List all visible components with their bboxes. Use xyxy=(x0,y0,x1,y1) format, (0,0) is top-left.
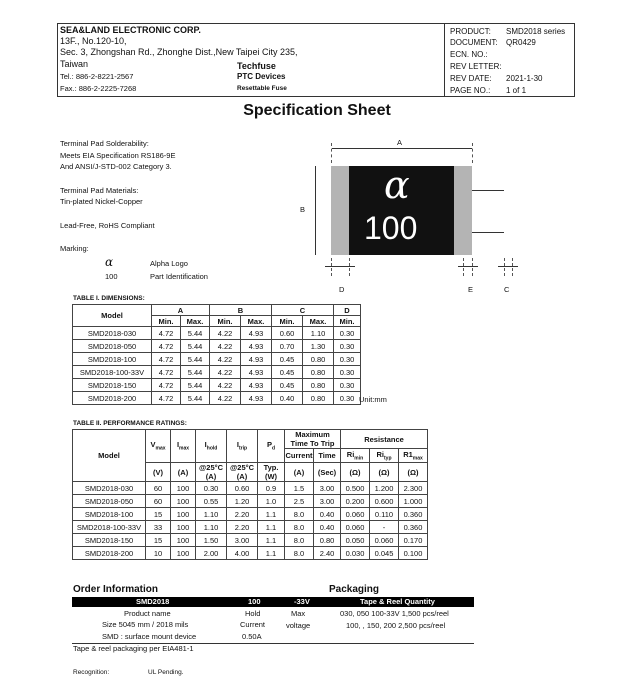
table-cell: 4.22 xyxy=(210,353,241,366)
product-line: PTC Devices xyxy=(237,72,286,81)
dim-ext-c-left xyxy=(504,258,505,276)
table2-unit: (Ω) xyxy=(341,463,370,482)
dim-label-e: E xyxy=(468,285,474,294)
order-title: Order Information xyxy=(73,584,159,595)
table-cell: 4.93 xyxy=(241,340,272,353)
table2-r1max-header: $R1_{max}$ xyxy=(399,449,428,463)
brand: Techfuse xyxy=(237,61,276,71)
table-cell: 0.80 xyxy=(303,353,334,366)
order-block xyxy=(72,595,322,641)
table-cell: 0.30 xyxy=(334,392,361,405)
order-r2-c1: Size 5045 mm / 2018 mils xyxy=(102,620,189,629)
table-row xyxy=(73,379,361,392)
order-r1-c1: Product name xyxy=(124,609,171,618)
table-cell: SMD2018-100-33V xyxy=(73,521,146,534)
table2-rimin-header: $Ri_{min}$ xyxy=(341,449,370,463)
table-cell: 15 xyxy=(146,508,171,521)
table-cell: 5.44 xyxy=(181,340,210,353)
table-cell: SMD2018-030 xyxy=(73,482,146,495)
solderability-line-1: Meets EIA Specification RS186-9E xyxy=(60,151,176,160)
table-cell: 33 xyxy=(146,521,171,534)
order-r2-c3: voltage xyxy=(286,621,311,630)
table-cell: 1.20 xyxy=(227,495,258,508)
table-cell: 0.360 xyxy=(399,521,428,534)
table-cell: SMD2018-030 xyxy=(73,327,152,340)
marking-alpha-symbol: α xyxy=(105,255,114,269)
table-cell: SMD2018-050 xyxy=(73,340,152,353)
table-cell: 1.5 xyxy=(285,482,314,495)
table-cell: 0.050 xyxy=(341,534,370,547)
table-cell: 4.93 xyxy=(241,366,272,379)
table-row xyxy=(73,547,428,560)
table1-sub: Max. xyxy=(241,316,272,327)
table-cell: 0.060 xyxy=(370,534,399,547)
table-row xyxy=(73,521,428,534)
dim-ext-a-right xyxy=(472,143,473,163)
table-cell: 0.40 xyxy=(272,392,303,405)
table2-model-header: Model xyxy=(73,430,146,482)
table2-imax-header: $I_{max}$ xyxy=(171,430,196,463)
revdate-row: REV DATE: 2021-1-30 xyxy=(450,74,543,83)
packaging-bottom-line xyxy=(322,643,474,644)
table-cell: 0.110 xyxy=(370,508,399,521)
table-cell: 4.00 xyxy=(227,547,258,560)
product-row: PRODUCT: SMD2018 series xyxy=(450,27,566,36)
table-cell: 5.44 xyxy=(181,327,210,340)
table-cell: 0.55 xyxy=(196,495,227,508)
dim-line-c xyxy=(498,266,518,267)
order-col3-head: -33V xyxy=(294,597,310,606)
table-cell: SMD2018-100 xyxy=(73,508,146,521)
table-cell: 0.045 xyxy=(370,547,399,560)
dim-ext-d-right xyxy=(349,258,350,276)
order-col1-head: SMD2018 xyxy=(136,597,170,606)
product-sub: Resettable Fuse xyxy=(237,85,287,92)
table-cell: 100 xyxy=(171,534,196,547)
table-cell: SMD2018-150 xyxy=(73,534,146,547)
table-cell: 0.30 xyxy=(196,482,227,495)
table-cell: 0.600 xyxy=(370,495,399,508)
table-cell: 0.60 xyxy=(272,327,303,340)
page-row: PAGE NO.: 1 of 1 xyxy=(450,86,527,95)
dim-line-d xyxy=(325,266,355,267)
dim-ext-e-right xyxy=(472,258,473,276)
ecn-row: ECN. NO.: xyxy=(450,50,488,59)
page-title: Specification Sheet xyxy=(243,102,391,119)
table-cell: 0.100 xyxy=(399,547,428,560)
order-r1-c3: Max xyxy=(291,609,306,618)
table-cell: 0.40 xyxy=(314,508,341,521)
order-col2-head: 100 xyxy=(248,597,261,606)
packaging-head: Tape & Reel Quantity xyxy=(360,597,435,606)
materials-title: Terminal Pad Materials: xyxy=(60,186,139,195)
table-cell: 4.72 xyxy=(152,340,181,353)
table-cell: 100 xyxy=(171,521,196,534)
table1-sub: Min. xyxy=(152,316,181,327)
table-cell: SMD2018-200 xyxy=(73,392,152,405)
dim-line-b xyxy=(315,166,316,255)
table-cell: 100 xyxy=(171,482,196,495)
table-cell: 8.0 xyxy=(285,534,314,547)
table-cell: 3.00 xyxy=(314,495,341,508)
dim-ext-e-left xyxy=(463,258,464,276)
table-cell: 0.360 xyxy=(399,508,428,521)
terminal-right xyxy=(454,166,472,255)
table-cell: 4.72 xyxy=(152,327,181,340)
tel: Tel.: 886-2-8221-2567 xyxy=(60,72,134,81)
dim-label-c: C xyxy=(504,285,510,294)
table-cell: 1.10 xyxy=(303,327,334,340)
table2-itrip-header: $I_{trip}$ xyxy=(227,430,258,463)
packaging-line-1: 030, 050 100-33V 1,500 pcs/reel xyxy=(340,609,449,618)
table-row xyxy=(73,392,361,405)
table-cell: 2.00 xyxy=(196,547,227,560)
table-row xyxy=(73,366,361,379)
table-cell: 2.20 xyxy=(227,508,258,521)
table-row xyxy=(73,327,361,340)
table-cell: 8.0 xyxy=(285,508,314,521)
table-cell: 1.30 xyxy=(303,340,334,353)
table-cell: 0.9 xyxy=(258,482,285,495)
table-cell: - xyxy=(370,521,399,534)
packaging-line-2: 100, , 150, 200 2,500 pcs/reel xyxy=(346,621,446,630)
table-cell: 2.40 xyxy=(314,547,341,560)
table1-sub: Max. xyxy=(181,316,210,327)
table2-unit: Typ. (W) xyxy=(258,463,285,482)
table-cell: 4.93 xyxy=(241,327,272,340)
terminal-left xyxy=(331,166,349,255)
table2-vmax-header: $V_{max}$ xyxy=(146,430,171,463)
table-cell: 60 xyxy=(146,482,171,495)
table-cell: 1.50 xyxy=(196,534,227,547)
table2-unit: (Sec) xyxy=(314,463,341,482)
table-cell: 2.300 xyxy=(399,482,428,495)
table1-model-header: Model xyxy=(73,305,152,327)
table-cell: 4.93 xyxy=(241,353,272,366)
table-cell: 0.40 xyxy=(314,521,341,534)
table-cell: SMD2018-050 xyxy=(73,495,146,508)
table-cell: 0.30 xyxy=(334,327,361,340)
dim-ext-d-left xyxy=(331,258,332,276)
table-cell: 5.44 xyxy=(181,392,210,405)
table2-unit: @25°C (A) xyxy=(196,463,227,482)
table2-current-header: Current xyxy=(285,449,314,463)
recognition-label: Recognition: xyxy=(73,669,110,676)
table-cell: 1.0 xyxy=(258,495,285,508)
table-cell: 100 xyxy=(171,547,196,560)
table2-unit: (Ω) xyxy=(370,463,399,482)
table-cell: SMD2018-200 xyxy=(73,547,146,560)
table-cell: 5.44 xyxy=(181,353,210,366)
address-line-1: 13F., No.120-10, xyxy=(60,36,127,46)
table-cell: 0.30 xyxy=(334,379,361,392)
table1-group-b: B xyxy=(210,305,272,316)
table-cell: 4.72 xyxy=(152,366,181,379)
dim-line-e xyxy=(458,266,478,267)
table-cell: 4.72 xyxy=(152,379,181,392)
table-cell: 0.80 xyxy=(303,366,334,379)
solderability-title: Terminal Pad Solderability: xyxy=(60,139,149,148)
table1-group-c: C xyxy=(272,305,334,316)
table-cell: 1.10 xyxy=(196,508,227,521)
table-cell: 0.60 xyxy=(227,482,258,495)
table-cell: SMD2018-150 xyxy=(73,379,152,392)
materials-line-1: Tin-plated Nickel-Copper xyxy=(60,197,143,206)
table-cell: 4.22 xyxy=(210,379,241,392)
table-cell: 0.30 xyxy=(334,340,361,353)
table-cell: 4.22 xyxy=(210,340,241,353)
table-row xyxy=(73,353,361,366)
table-cell: 1.10 xyxy=(196,521,227,534)
leadfree-text: Lead-Free, RoHS Compliant xyxy=(60,221,155,230)
marking-title: Marking: xyxy=(60,244,89,253)
performance-table xyxy=(72,429,428,560)
table1-sub: Max. xyxy=(303,316,334,327)
table1-group-a: A xyxy=(152,305,210,316)
table-cell: 1.000 xyxy=(399,495,428,508)
table-cell: 4.72 xyxy=(152,392,181,405)
dim-line-a xyxy=(332,148,472,149)
table2-unit: (V) xyxy=(146,463,171,482)
dim-ext-c-right xyxy=(512,258,513,276)
table-cell: 1.1 xyxy=(258,521,285,534)
table-cell: 1.1 xyxy=(258,534,285,547)
order-r2-c2: Current xyxy=(240,620,266,629)
table-row xyxy=(73,340,361,353)
packaging-title: Packaging xyxy=(329,584,380,595)
table2-title: TABLE II. PERFORMANCE RATINGS: xyxy=(73,420,187,427)
table-cell: 0.500 xyxy=(341,482,370,495)
table-cell: 0.45 xyxy=(272,353,303,366)
table-cell: 60 xyxy=(146,495,171,508)
table-cell: 4.93 xyxy=(241,392,272,405)
dimensions-table xyxy=(72,304,361,405)
side-line-2 xyxy=(472,232,504,233)
table2-maxtime-header: Maximum Time To Trip xyxy=(285,430,341,449)
table-cell: SMD2018-100 xyxy=(73,353,152,366)
table1-sub: Min. xyxy=(334,316,361,327)
table-cell: 0.80 xyxy=(303,392,334,405)
table-cell: 10 xyxy=(146,547,171,560)
dim-ext-a-left xyxy=(331,143,332,163)
order-r3-c1: SMD : surface mount device xyxy=(102,632,197,641)
table1-title: TABLE I. DIMENSIONS: xyxy=(73,295,145,302)
table-row xyxy=(73,508,428,521)
recognition-value: UL Pending. xyxy=(148,669,184,676)
table-cell: 15 xyxy=(146,534,171,547)
table-cell: 5.44 xyxy=(181,379,210,392)
table-cell: 4.22 xyxy=(210,327,241,340)
table-cell: 0.060 xyxy=(341,521,370,534)
table2-ihold-header: $I_{hold}$ xyxy=(196,430,227,463)
table-cell: 2.20 xyxy=(227,521,258,534)
dim-label-a: A xyxy=(397,138,403,147)
table-cell: 0.200 xyxy=(341,495,370,508)
table-cell: 1.1 xyxy=(258,508,285,521)
table1-sub: Min. xyxy=(272,316,303,327)
dim-label-d: D xyxy=(339,285,345,294)
fax: Fax.: 886-2-2225-7268 xyxy=(60,84,137,93)
table-cell: 4.72 xyxy=(152,353,181,366)
table-cell: 2.5 xyxy=(285,495,314,508)
chip-text: 100 xyxy=(364,210,418,246)
table-cell: 0.060 xyxy=(341,508,370,521)
marking-part-symbol: 100 xyxy=(105,272,118,281)
address-line-2: Sec. 3, Zhongshan Rd., Zhonghe Dist.,New Taipei City 235, xyxy=(60,47,298,57)
address-line-3: Taiwan xyxy=(60,59,89,69)
table-cell: 4.22 xyxy=(210,392,241,405)
order-header-bar xyxy=(72,597,322,607)
document-row: DOCUMENT: QR0429 xyxy=(450,38,536,47)
table-row xyxy=(73,534,428,547)
table-cell: 4.22 xyxy=(210,366,241,379)
table-cell: 3.00 xyxy=(227,534,258,547)
tape-note: Tape & reel packaging per EIA481-1 xyxy=(73,644,194,653)
table-cell: 0.45 xyxy=(272,379,303,392)
table-cell: 5.44 xyxy=(181,366,210,379)
table1-sub: Min. xyxy=(210,316,241,327)
order-r1-c2: Hold xyxy=(245,609,261,618)
table-cell: 8.0 xyxy=(285,547,314,560)
table-cell: 0.30 xyxy=(334,366,361,379)
dim-label-b: B xyxy=(300,205,306,214)
table-cell: 0.70 xyxy=(272,340,303,353)
chip-symbol: α xyxy=(384,163,410,207)
table2-time-header: Time xyxy=(314,449,341,463)
order-r3-c2: 0.50A xyxy=(242,632,262,641)
table2-resistance-header: Resistance xyxy=(341,430,428,449)
table-row xyxy=(73,495,428,508)
table-cell: 0.030 xyxy=(341,547,370,560)
table2-unit: (A) xyxy=(285,463,314,482)
table-cell: 1.1 xyxy=(258,547,285,560)
table2-unit: (A) xyxy=(171,463,196,482)
solderability-line-2: And ANSI/J-STD-002 Category 3. xyxy=(60,162,172,171)
table-cell: 3.00 xyxy=(314,482,341,495)
table-cell: 1.200 xyxy=(370,482,399,495)
table2-unit: @25°C (A) xyxy=(227,463,258,482)
table1-unit: Unit:mm xyxy=(359,395,387,404)
table-cell: 4.93 xyxy=(241,379,272,392)
table2-rityp-header: $Ri_{typ}$ xyxy=(370,449,399,463)
table-cell: 0.80 xyxy=(314,534,341,547)
marking-part-label: Part Identification xyxy=(150,272,208,281)
revletter-row: REV LETTER: xyxy=(450,62,502,71)
table-cell: 0.45 xyxy=(272,366,303,379)
table-cell: 8.0 xyxy=(285,521,314,534)
company-name: SEA&LAND ELECTRONIC CORP. xyxy=(60,25,201,35)
table-cell: 0.30 xyxy=(334,353,361,366)
table-cell: 100 xyxy=(171,508,196,521)
table-cell: SMD2018-100-33V xyxy=(73,366,152,379)
table-cell: 0.80 xyxy=(303,379,334,392)
table-cell: 100 xyxy=(171,495,196,508)
side-line-1 xyxy=(472,190,504,191)
table-cell: 0.170 xyxy=(399,534,428,547)
table2-unit: (Ω) xyxy=(399,463,428,482)
table-row xyxy=(73,482,428,495)
table1-group-d: D xyxy=(334,305,361,316)
marking-alpha-label: Alpha Logo xyxy=(150,259,188,268)
table2-pd-header: $P_d$ xyxy=(258,430,285,463)
